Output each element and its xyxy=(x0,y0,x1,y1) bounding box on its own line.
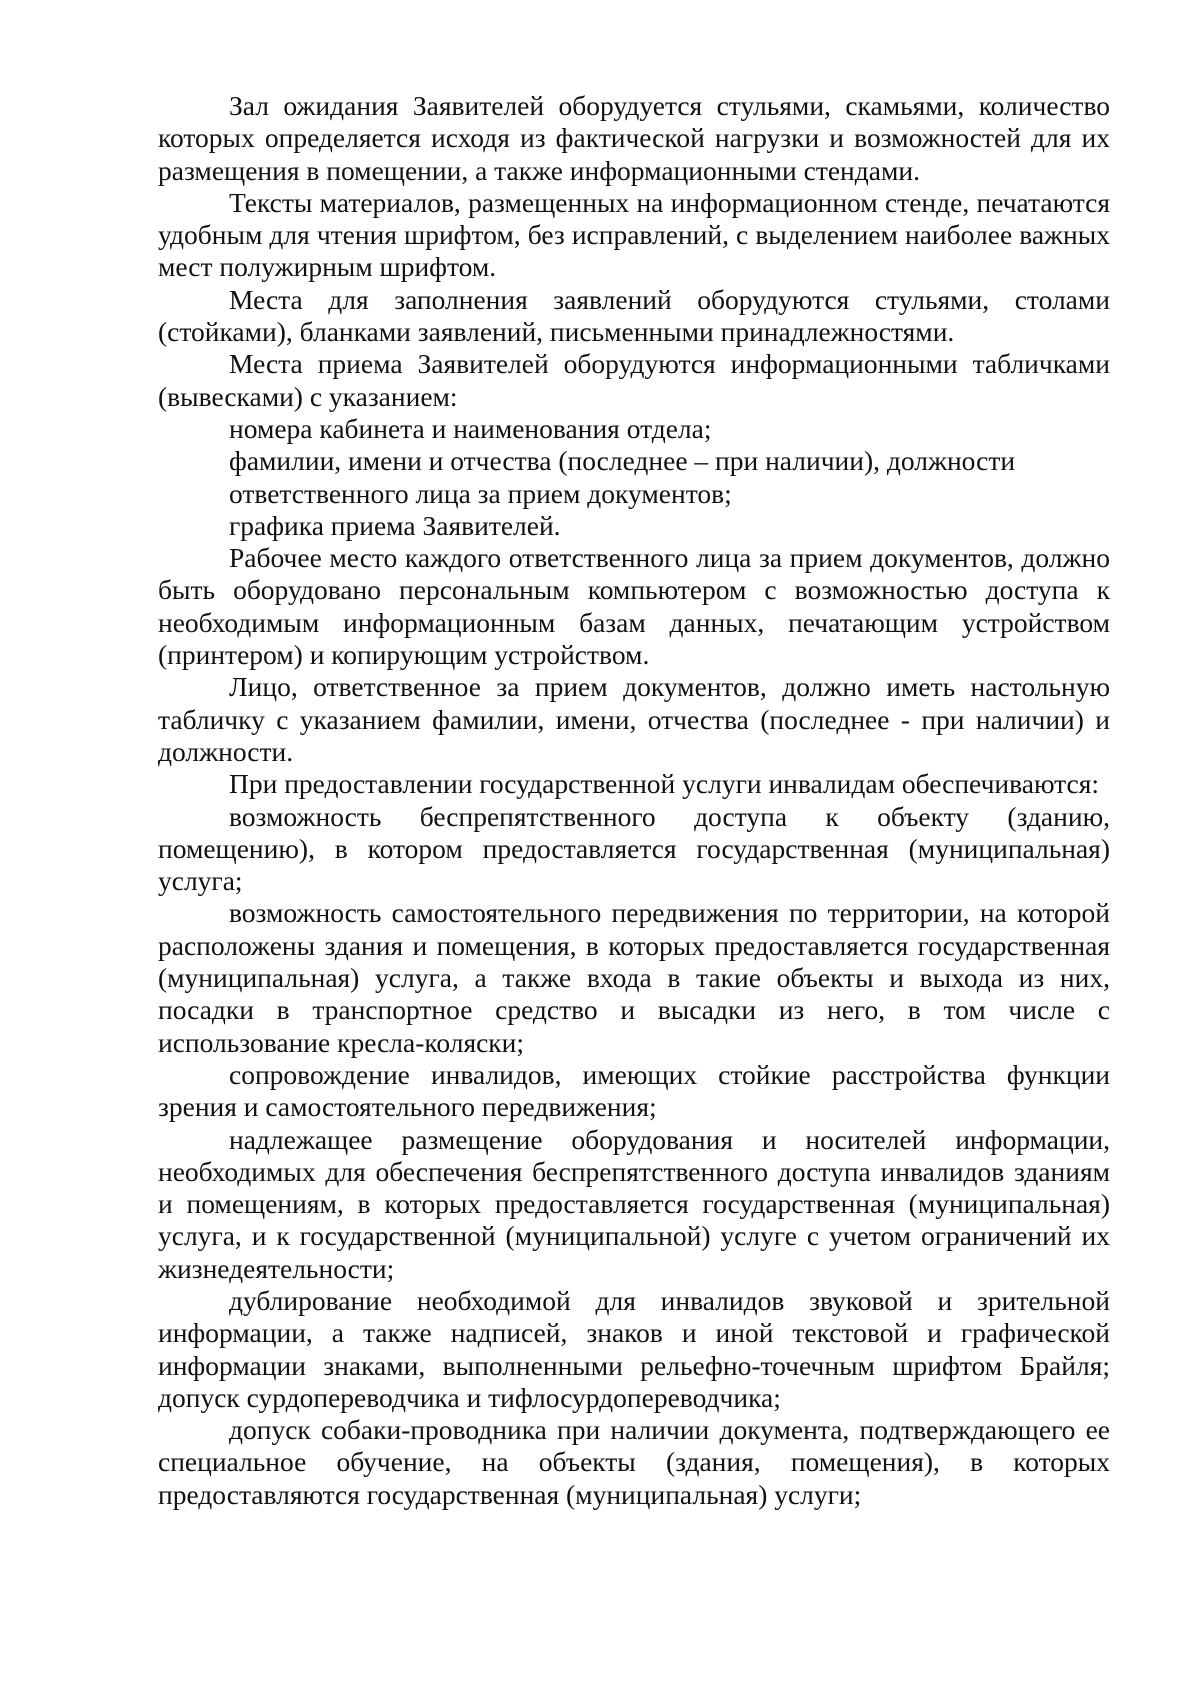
paragraph-guide-dog: допуск собаки-проводника при наличии документа, подтверждающего ее специальное обучение, на объекты (здания, помещения), в которых предоставляются государственная (муниципальная) услуги; xyxy=(158,1414,1110,1510)
paragraph-stand-texts: Тексты материалов, размещенных на информационном стенде, печатаются удобным для чтения шрифтом, без исправлений, с выделением наиболее важных мест полужирным шрифтом. xyxy=(158,186,1110,283)
paragraph-access-object: возможность беспрепятственного доступа к объекту (зданию, помещению), в котором предоставляется государственная (муниципальная) услуга; xyxy=(158,800,1110,897)
paragraph-desk-sign: Лицо, ответственное за прием документов, должно иметь настольную табличку с указанием фамилии, имени, отчества (последнее - при наличии) и должности. xyxy=(158,671,1110,767)
list-item-responsible-person: фамилии, имени и отчества (последнее – при наличии), должности ответственного лица за прием документов; xyxy=(229,445,1016,509)
paragraph-self-movement: возможность самостоятельного передвижения по территории, на которой расположены здания и помещения, в которых предоставляется государственная (муниципальная) услуга, а также входа в такие объекты и выхода из них, посадки в транспортное средство и высадки из него, в том числе с использование кресла-коляски; xyxy=(158,897,1110,1058)
paragraph-reception-places: Места приема Заявителей оборудуются информационными табличками (вывесками) с указанием: xyxy=(158,348,1110,412)
paragraph-disabled-provided: При предоставлении государственной услуги инвалидам обеспечиваются: xyxy=(229,768,1099,800)
document-body xyxy=(158,90,1110,1511)
paragraph-workplace: Рабочее место каждого ответственного лица за прием документов, должно быть оборудовано персональным компьютером с возможностью доступа к необходимым информационным базам данных, печатающим устройством (принтером) и копирующим устройством. xyxy=(158,542,1110,671)
list-item-reception-schedule: графика приема Заявителей. xyxy=(229,509,561,541)
paragraph-accompaniment: сопровождение инвалидов, имеющих стойкие расстройства функции зрения и самостоятельного передвижения; xyxy=(158,1058,1110,1123)
paragraph-waiting-room: Зал ожидания Заявителей оборудуется стульями, скамьями, количество которых определяется исходя из фактической нагрузки и возможностей для их размещения в помещении, а также информационными стендами. xyxy=(158,90,1110,186)
list-item-office-number: номера кабинета и наименования отдела; xyxy=(229,412,712,444)
paragraph-equipment-placement: надлежащее размещение оборудования и носителей информации, необходимых для обеспечения беспрепятственного доступа инвалидов зданиям и помещениям, в которых предоставляется государственная (муниципальная) услуга, и к государственной (муниципальной) услуге с учетом ограничений их жизнедеятельности; xyxy=(158,1123,1110,1284)
paragraph-filling-places: Места для заполнения заявлений оборудуются стульями, столами (стойками), бланками заявлений, письменными принадлежностями. xyxy=(158,283,1110,348)
paragraph-duplication: дублирование необходимой для инвалидов звуковой и зрительной информации, а также надписей, знаков и иной текстовой и графической информации знаками, выполненными рельефно-точечным шрифтом Брайля; допуск сурдопереводчика и тифлосурдопереводчика; xyxy=(158,1284,1110,1413)
